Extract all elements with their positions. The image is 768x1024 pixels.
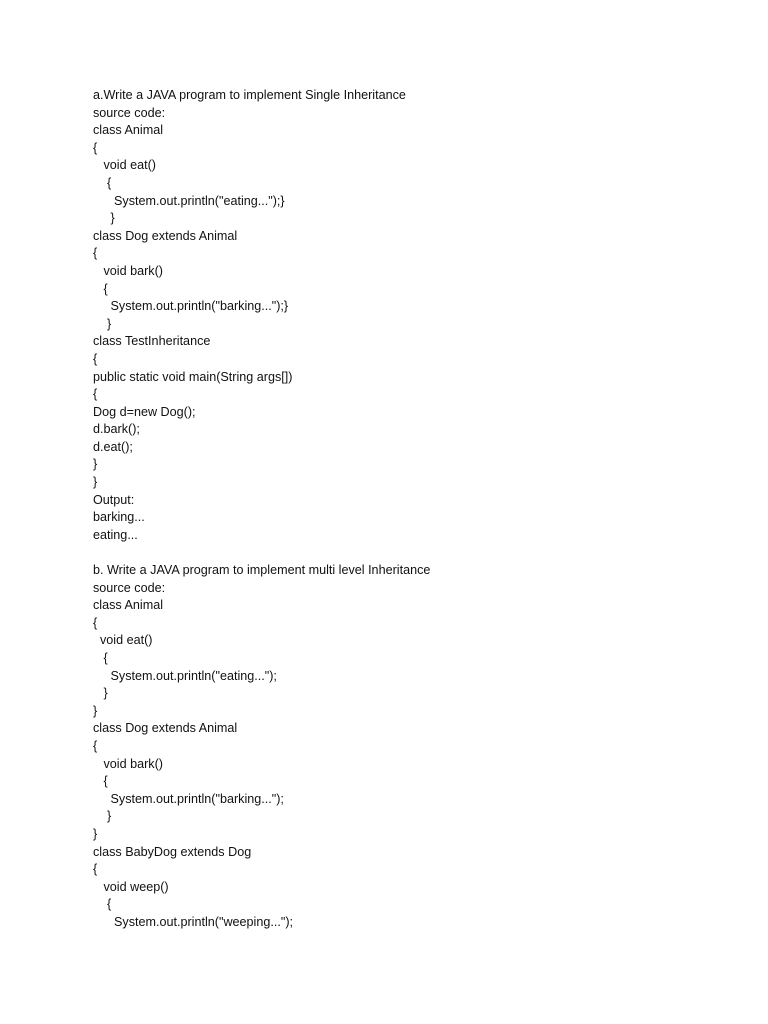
code-line: d.bark(); bbox=[93, 422, 140, 437]
code-line: void eat() bbox=[93, 158, 156, 173]
code-line: Dog d=new Dog(); bbox=[93, 404, 196, 419]
source-code-label: source code: bbox=[93, 580, 166, 595]
code-line: void eat() bbox=[93, 633, 153, 648]
code-line: { bbox=[93, 351, 98, 366]
code-line: } bbox=[93, 475, 98, 490]
code-line: { bbox=[93, 897, 112, 912]
section-b-heading: b. Write a JAVA program to implement multi level Inheritance bbox=[93, 563, 431, 578]
source-code-label: source code: bbox=[93, 105, 166, 120]
code-line: System.out.println("barking...");} bbox=[93, 299, 289, 314]
output-line: eating... bbox=[93, 527, 138, 542]
code-line: } bbox=[93, 826, 98, 841]
code-line: class Animal bbox=[93, 598, 163, 613]
code-line: { bbox=[93, 651, 108, 665]
code-line: { bbox=[93, 862, 98, 877]
code-line: { bbox=[93, 175, 112, 190]
code-line: } bbox=[93, 703, 98, 718]
code-line: void weep() bbox=[93, 879, 169, 894]
code-line: class TestInheritance bbox=[93, 334, 211, 349]
blank-line bbox=[93, 544, 733, 562]
code-line: class BabyDog extends Dog bbox=[93, 844, 252, 859]
code-line: } bbox=[93, 211, 115, 226]
code-line: d.eat(); bbox=[93, 439, 133, 454]
code-line: { bbox=[93, 140, 98, 155]
code-line: class Dog extends Animal bbox=[93, 228, 238, 243]
code-line: { bbox=[93, 774, 108, 789]
section-a-heading: a.Write a JAVA program to implement Single Inheritance bbox=[93, 88, 406, 102]
code-line: } bbox=[93, 457, 98, 472]
code-line: } bbox=[93, 316, 112, 331]
code-line: { bbox=[93, 246, 98, 261]
code-line: class Animal bbox=[93, 123, 163, 138]
code-line: System.out.println("weeping..."); bbox=[93, 914, 294, 929]
code-line: System.out.println("barking..."); bbox=[93, 791, 284, 806]
code-line: class Dog extends Animal bbox=[93, 721, 238, 736]
code-line: void bark() bbox=[93, 263, 163, 278]
code-line: } bbox=[93, 686, 108, 701]
output-label: Output: bbox=[93, 492, 135, 507]
code-line: void bark() bbox=[93, 756, 163, 771]
code-line: { bbox=[93, 281, 108, 296]
document-body bbox=[93, 87, 733, 932]
code-line: System.out.println("eating..."); bbox=[93, 668, 277, 683]
code-line: } bbox=[93, 809, 112, 824]
code-line: { bbox=[93, 387, 98, 402]
code-line: { bbox=[93, 738, 98, 753]
code-line: { bbox=[93, 615, 98, 630]
code-line: System.out.println("eating...");} bbox=[93, 193, 285, 208]
code-line: public static void main(String args[]) bbox=[93, 369, 293, 384]
output-line: barking... bbox=[93, 510, 145, 525]
